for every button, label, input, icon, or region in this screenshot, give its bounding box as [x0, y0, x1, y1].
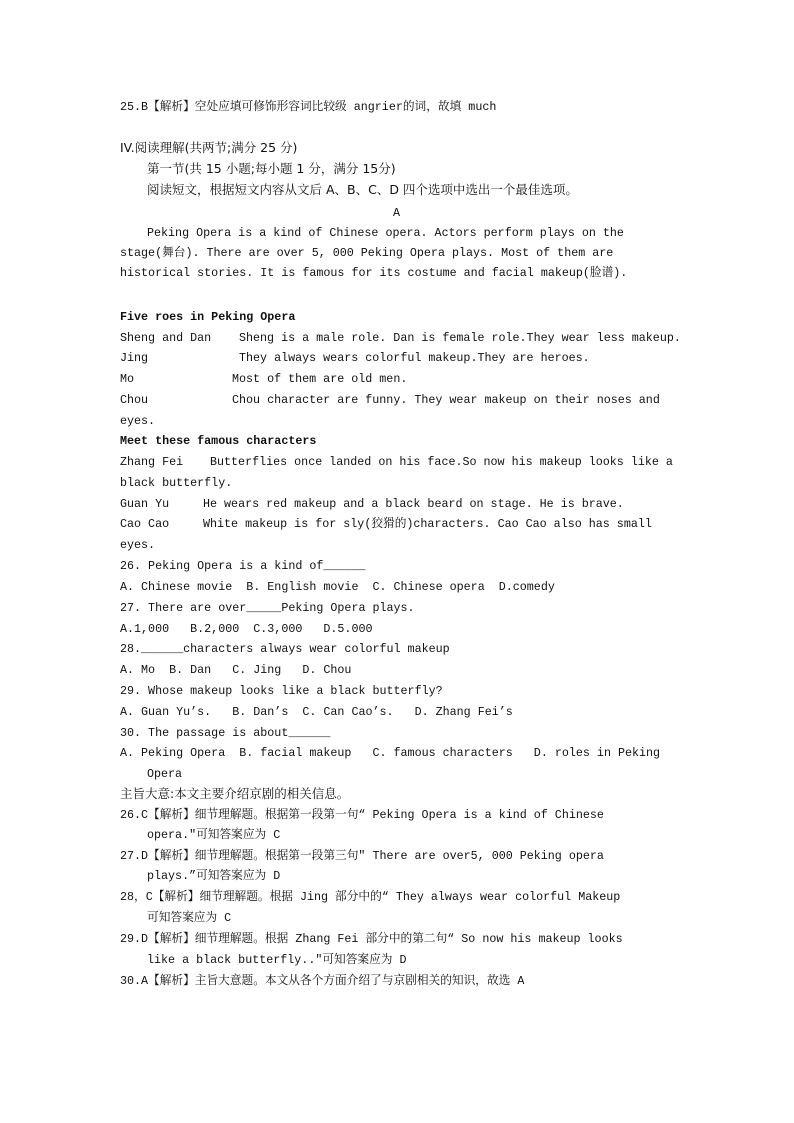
passage-label: A — [393, 206, 401, 220]
question-options-cont: Opera — [147, 767, 183, 781]
character-name: Zhang Fei — [120, 455, 184, 469]
analysis-line: like a black butterfly.."可知答案应为 D — [147, 953, 407, 967]
character-desc: He wears red makeup and a black beard on stage. He is brave. — [203, 497, 624, 511]
q25-answer: 25.B【解析】空处应填可修饰形容词比较级 angrier的词，故填 much — [120, 100, 497, 114]
analysis-line: plays.”可知答案应为 D — [147, 869, 281, 883]
section-instruction: 阅读短文，根据短文内容从文后 A、B、C、D 四个选项中选出一个最佳选项。 — [147, 182, 578, 197]
character-desc-cont: black butterfly. — [120, 476, 233, 490]
role-desc: Most of them are old men. — [232, 372, 408, 386]
question-stem: 26. Peking Opera is a kind of______ — [120, 559, 366, 573]
role-desc-cont: eyes. — [120, 414, 156, 428]
question-options: A. Mo B. Dan C. Jing D. Chou — [120, 663, 352, 677]
question-stem: 27. There are over_____Peking Opera plays. — [120, 601, 415, 615]
question-options: A. Chinese movie B. English movie C. Chinese opera D.comedy — [120, 580, 555, 594]
question-options: A.1,000 B.2,000 C.3,000 D.5.000 — [120, 622, 373, 636]
question-stem: 28.______characters always wear colorful makeup — [120, 642, 450, 656]
analysis-line: 26.C【解析】细节理解题。根据第一段第一句“ Peking Opera is a kind of Chinese — [120, 808, 604, 822]
passage-line: stage(舞台). There are over 5, 000 Peking Opera plays. Most of them are — [120, 246, 614, 260]
section-title: IV.阅读理解(共两节;满分 25 分) — [120, 140, 298, 155]
character-desc-cont: eyes. — [120, 538, 156, 552]
section-part: 第一节(共 15 小题;每小题 1 分，满分 15分) — [147, 161, 396, 176]
analysis-line: 28，C【解析】细节理解题。根据 Jing 部分中的“ They always wear colorful Makeup — [120, 890, 621, 904]
analysis-line: 27.D【解析】细节理解题。根据第一段第三句" There are over5, 000 Peking opera — [120, 849, 604, 863]
role-name: Sheng and Dan — [120, 331, 212, 345]
character-desc: Butterflies once landed on his face.So now his makeup looks like a — [210, 455, 673, 469]
passage-line: Peking Opera is a kind of Chinese opera. Actors perform plays on the — [147, 226, 624, 240]
passage-line: historical stories. It is famous for its costume and facial makeup(脸谱). — [120, 266, 628, 280]
role-desc: They always wears colorful makeup.They are heroes. — [239, 351, 590, 365]
character-desc: White makeup is for sly(狡猾的)characters. Cao Cao also has small — [203, 517, 652, 531]
analysis-line: 可知答案应为 C — [147, 911, 232, 925]
role-name: Jing — [120, 351, 149, 365]
analysis-line: 30.A【解析】主旨大意题。本文从各个方面介绍了与京剧相关的知识，故选 A — [120, 974, 525, 988]
main-idea: 主旨大意:本文主要介绍京剧的相关信息。 — [120, 786, 350, 801]
role-desc: Sheng is a male role. Dan is female role.They wear less makeup. — [239, 331, 681, 345]
question-options: A. Guan Yu’s. B. Dan’s C. Can Cao’s. D. Zhang Fei’s — [120, 705, 513, 719]
role-name: Chou — [120, 393, 149, 407]
roles-heading: Five roes in Peking Opera — [120, 310, 296, 324]
question-stem: 30. The passage is about______ — [120, 726, 331, 740]
role-desc: Chou character are funny. They wear makeup on their noses and — [232, 393, 660, 407]
character-name: Guan Yu — [120, 497, 170, 511]
analysis-line: opera."可知答案应为 C — [147, 828, 281, 842]
question-options: A. Peking Opera B. facial makeup C. famous characters D. roles in Peking — [120, 746, 661, 760]
role-name: Mo — [120, 372, 135, 386]
character-name: Cao Cao — [120, 517, 170, 531]
question-stem: 29. Whose makeup looks like a black butterfly? — [120, 684, 443, 698]
characters-heading: Meet these famous characters — [120, 434, 317, 448]
analysis-line: 29.D【解析】细节理解题。根据 Zhang Fei 部分中的第二句“ So now his makeup looks — [120, 932, 623, 946]
